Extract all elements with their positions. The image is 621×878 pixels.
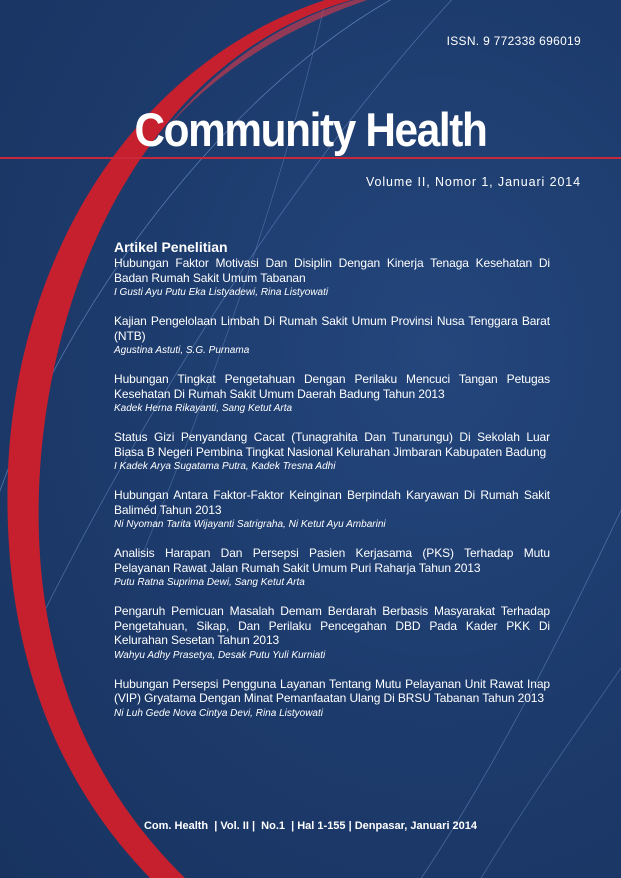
article-title: Hubungan Faktor Motivasi Dan Disiplin Dengan Kinerja Tenaga Kesehatan Di Badan Rumah Sakit Umum Tabanan <box>114 256 550 285</box>
article-authors: I Kadek Arya Sugatama Putra, Kadek Tresna Adhi <box>114 461 336 472</box>
article-item <box>114 604 550 663</box>
article-title: Hubungan Antara Faktor-Faktor Keinginan Berpindah Karyawan Di Rumah Sakit Baliméd Tahun 2013 <box>114 488 550 517</box>
article-item <box>114 430 550 474</box>
article-item <box>114 488 550 532</box>
article-title: Analisis Harapan Dan Persepsi Pasien Kerjasama (PKS) Terhadap Mutu Pelayanan Rawat Jalan Rumah Sakit Umum Puri Raharja Tahun 2013 <box>114 546 550 575</box>
article-item <box>114 314 550 358</box>
volume-line: Volume II, Nomor 1, Januari 2014 <box>365 175 581 189</box>
section-heading: Artikel Penelitian <box>114 239 228 255</box>
footer-text: Com. Health | Vol. II | No.1 | Hal 1-155 | Denpasar, Januari 2014 <box>143 820 478 832</box>
article-list <box>114 256 550 735</box>
footer-citation <box>0 820 621 832</box>
article-authors: Kadek Herna Rikayanti, Sang Ketut Arta <box>114 403 293 414</box>
article-item <box>114 372 550 416</box>
title-divider <box>0 157 621 159</box>
issn-number: ISSN. 9 772338 696019 <box>446 34 581 48</box>
article-title: Status Gizi Penyandang Cacat (Tunagrahita Dan Tunarungu) Di Sekolah Luar Biasa B Negeri Pembina Tingkat Nasional Kelurahan Jimbaran Kabupaten Badung <box>114 430 550 459</box>
journal-title: Community Health <box>134 103 487 156</box>
article-item <box>114 256 550 300</box>
article-authors: Putu Ratna Suprima Dewi, Sang Ketut Arta <box>114 577 305 588</box>
article-authors: Ni Luh Gede Nova Cintya Devi, Rina Listyowati <box>114 707 323 719</box>
article-title: Hubungan Persepsi Pengguna Layanan Tentang Mutu Pelayanan Unit Rawat Inap (VIP) Gryatama Dengan Minat Pemanfaatan Ulang Di BRSU Tabanan Tahun 2013 <box>114 676 550 705</box>
article-title: Kajian Pengelolaan Limbah Di Rumah Sakit Umum Provinsi Nusa Tenggara Barat (NTB) <box>114 314 550 343</box>
article-authors: Agustina Astuti, S.G. Purnama <box>114 345 250 356</box>
article-title: Hubungan Tingkat Pengetahuan Dengan Perilaku Mencuci Tangan Petugas Kesehatan Di Rumah Sakit Umum Daerah Badung Tahun 2013 <box>114 372 550 401</box>
article-authors: Wahyu Adhy Prasetya, Desak Putu Yuli Kurniati <box>114 649 326 661</box>
article-authors: I Gusti Ayu Putu Eka Listyadewi, Rina Listyowati <box>114 287 329 298</box>
article-item <box>114 546 550 590</box>
article-item <box>114 677 550 721</box>
article-title: Pengaruh Pemicuan Masalah Demam Berdarah Berbasis Masyarakat Terhadap Pengetahuan, Sikap, Dan Perilaku Pencegahan DBD Pada Kader PKK Di Kelurahan Sesetan Tahun 2013 <box>114 604 550 647</box>
article-authors: Ni Nyoman Tarita Wijayanti Satrigraha, Ni Ketut Ayu Ambarini <box>114 519 386 530</box>
